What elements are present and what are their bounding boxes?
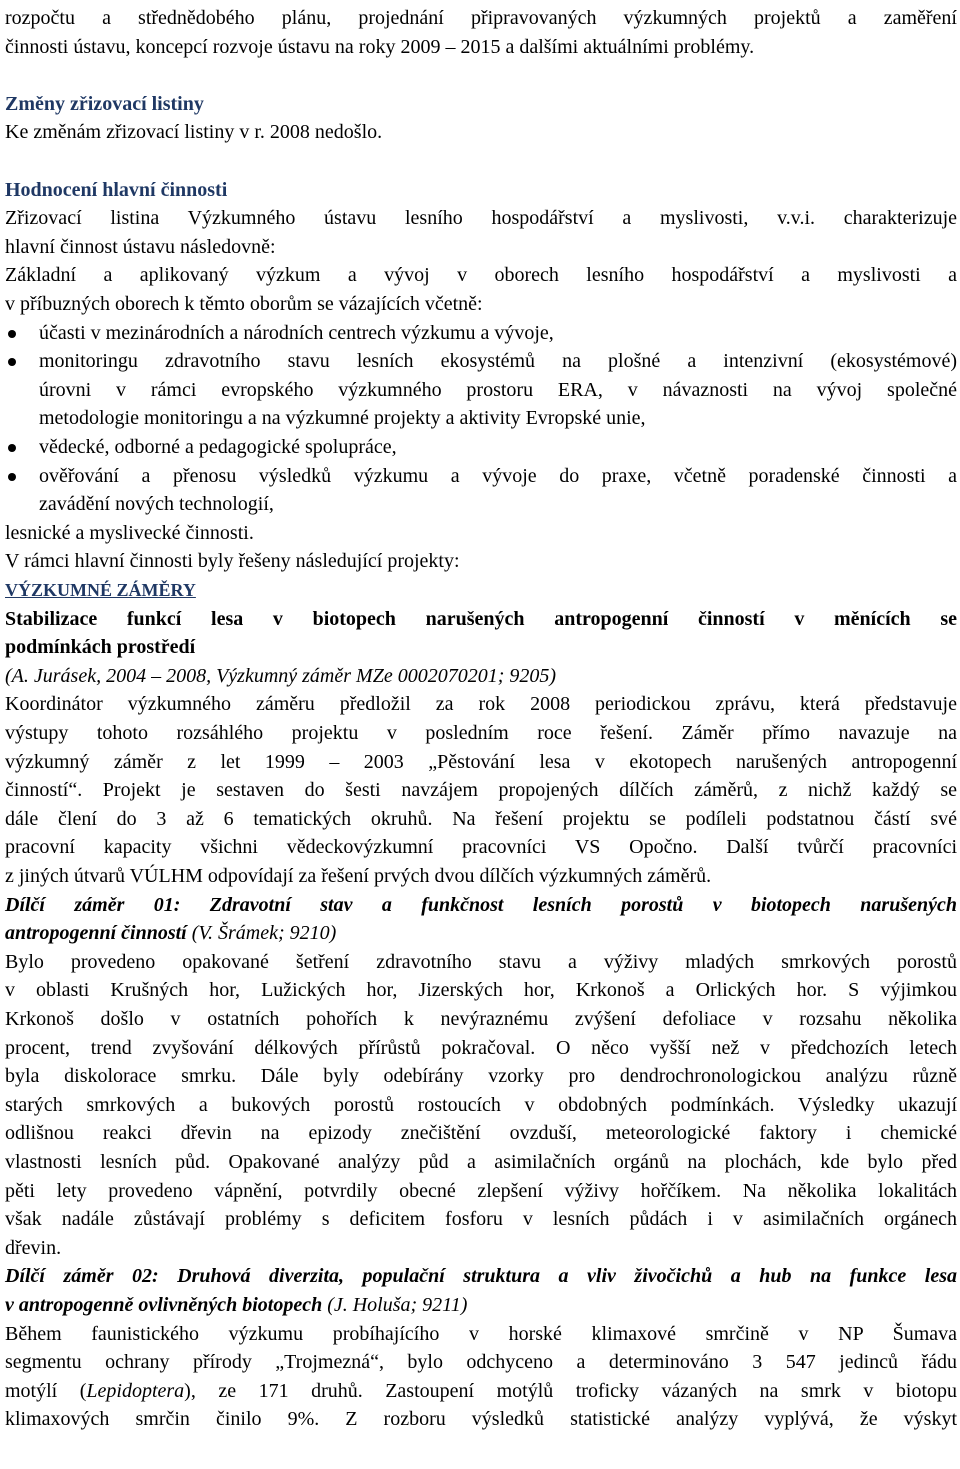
text-line: Koordinátor výzkumného záměru předložil za rok 2008 periodickou zprávu, která představuje [5, 693, 957, 716]
bullet-item: účasti v mezinárodních a národních centrech výzkumu a vývoje, [39, 321, 554, 344]
text-line: rozpočtu a střednědobého plánu, projednání připravovaných výzkumných projektů a zaměření [5, 7, 957, 29]
text-line: činnosti ústavu, koncepcí rozvoje ústavu na roky 2009 – 2015 a dalšími aktuálními problémy. [5, 35, 755, 58]
bullet-icon [5, 319, 35, 348]
text-line: v oblasti Krušných hor, Lužických hor, Jizerských hor, Krkonoš a Orlických hor. S výjimkou [5, 979, 957, 1002]
subproject-author: (V. Šrámek; 9210) [186, 922, 337, 945]
text-line: pracovní kapacity všichni vědeckovýzkumní pracovníci VS Opočno. Další tvůrčí pracovníci [5, 836, 957, 859]
text-line: metodologie monitoringu a na výzkumné projekty a aktivity Evropské unie, [39, 407, 646, 430]
text-line: však nadále zůstávají problémy s deficitem fosforu v lesních půdách i v asimilačních orgánech [5, 1208, 957, 1231]
section-heading: Změny zřizovací listiny [5, 92, 204, 115]
bullet-item: monitoringu zdravotního stavu lesních ekosystémů na plošné a intenzivní (ekosystémové) [39, 350, 957, 373]
text-line [5, 147, 957, 176]
text-line [5, 1291, 957, 1320]
text-line [5, 61, 957, 90]
text-line: Dílčí záměr 02: Druhová diverzita, populační struktura a vliv živočichů a hub na funkce lesa [5, 1265, 957, 1288]
text-line: úrovni v rámci evropského výzkumného prostoru ERA, v návaznosti na vývoj společné [39, 378, 957, 401]
subproject-title: antropogenní činností [5, 922, 187, 945]
text-line: zavádění nových technologií, [39, 493, 274, 516]
text-line: (A. Jurásek, 2004 – 2008, Výzkumný záměr MZe 0002070201; 9205) [5, 664, 557, 687]
text-line: Během faunistického výzkumu probíhajícího v horské klimaxové smrčině v NP Šumava [5, 1322, 957, 1345]
text-line: segmentu ochrany přírody „Trojmezná“, bylo odchyceno a determinováno 3 547 jedinců řádu [5, 1351, 957, 1374]
text-line: Zřizovací listina Výzkumného ústavu lesního hospodářství a myslivosti, v.v.i. charakterizuje [5, 207, 957, 230]
text-line: lesnické a myslivecké činnosti. [5, 521, 254, 544]
text-line: byla diskolorace smrku. Dále byly odebírány vzorky pro dendrochronologickou analýzu různě [5, 1065, 957, 1088]
bullet-item: ověřování a přenosu výsledků výzkumu a vývoje do praxe, včetně poradenské činnosti a [39, 464, 957, 487]
bullet-item: vědecké, odborné a pedagogické spolupráce, [39, 436, 397, 458]
text-line: výzkumný záměr z let 1999 – 2003 „Pěstování lesa v ekotopech narušených antropogenní [5, 750, 957, 773]
subproject-author: (J. Holuša; 9211) [322, 1294, 468, 1316]
text-line: v příbuzných oborech k těmto oborům se vázajících včetně: [5, 293, 483, 315]
text-line: vlastnosti lesních půd. Opakované analýzy půd a asimilačních orgánů na plochách, kde bylo před [5, 1151, 957, 1173]
text-line: Základní a aplikovaný výzkum a vývoj v oborech lesního hospodářství a myslivosti a [5, 264, 957, 287]
section-heading: Hodnocení hlavní činnosti [5, 178, 228, 201]
text-line: klimaxových smrčin činilo 9%. Z rozboru výsledků statistické analýzy vyplývá, že výskyt [5, 1408, 957, 1431]
bullet-icon [5, 433, 35, 462]
text-line: z jiných útvarů VÚLHM odpovídají za řešení prvých dvou dílčích výzkumných záměrů. [5, 865, 712, 887]
text-line: procent, trend zvyšování délkových přírůstů pokračoval. O něco vyšší než v předchozích letech [5, 1036, 957, 1059]
text-line: starých smrkových a bukových porostů rostoucích v obdobných podmínkách. Výsledky ukazují [5, 1093, 957, 1116]
text-line: pěti lety provedeno vápnění, potvrdily obecné zlepšení výživy hořčíkem. Na několika lokalitách [5, 1179, 957, 1202]
text-line: podmínkách prostředí [5, 636, 196, 659]
text-line: V rámci hlavní činnosti byly řešeny následující projekty: [5, 550, 460, 573]
text-line [5, 919, 957, 948]
text-line: činností“. Projekt je sestaven do šesti navzájem propojených dílčích záměrů, z nichž každý se [5, 779, 957, 802]
text-line: odlišnou reakci dřevin na epizody znečištění ovzduší, meteorologické faktory i chemické [5, 1122, 957, 1145]
text-line: Krkonoš došlo v ostatních pohořích k nevýraznému zvýšení defoliace v rozsahu několika [5, 1008, 957, 1030]
latin-term: Lepidoptera [86, 1379, 185, 1402]
text-line: Stabilizace funkcí lesa v biotopech narušených antropogenní činností v měnících se [5, 607, 957, 630]
bullet-icon [5, 462, 35, 491]
text-line: dřevin. [5, 1236, 62, 1259]
text-span: ), ze 171 druhů. Zastoupení motýlů troficky vázaných na smrk v biotopu [184, 1379, 958, 1402]
text-line: Bylo provedeno opakované šetření zdravotního stavu a výživy mladých smrkových porostů [5, 950, 957, 973]
bullet-icon [5, 347, 35, 376]
text-line: Ke změnám zřizovací listiny v r. 2008 nedošlo. [5, 121, 383, 144]
text-line [5, 1377, 957, 1406]
text-line: VÝZKUMNÉ ZÁMĚRY [5, 580, 196, 600]
subproject-title: v antropogenně ovlivněných biotopech [5, 1294, 323, 1316]
text-line: dále člení do 3 až 6 tematických okruhů. Na řešení projektu se podíleli podstatnou částí své [5, 807, 957, 830]
text-line: výstupy tohoto rozsáhlého projektu v posledním roce řešení. Záměr přímo navazuje na [5, 722, 957, 744]
text-span: motýlí ( [5, 1379, 87, 1402]
text-line: Dílčí záměr 01: Zdravotní stav a funkčnost lesních porostů v biotopech narušených [5, 893, 957, 916]
text-line: hlavní činnost ústavu následovně: [5, 235, 276, 258]
